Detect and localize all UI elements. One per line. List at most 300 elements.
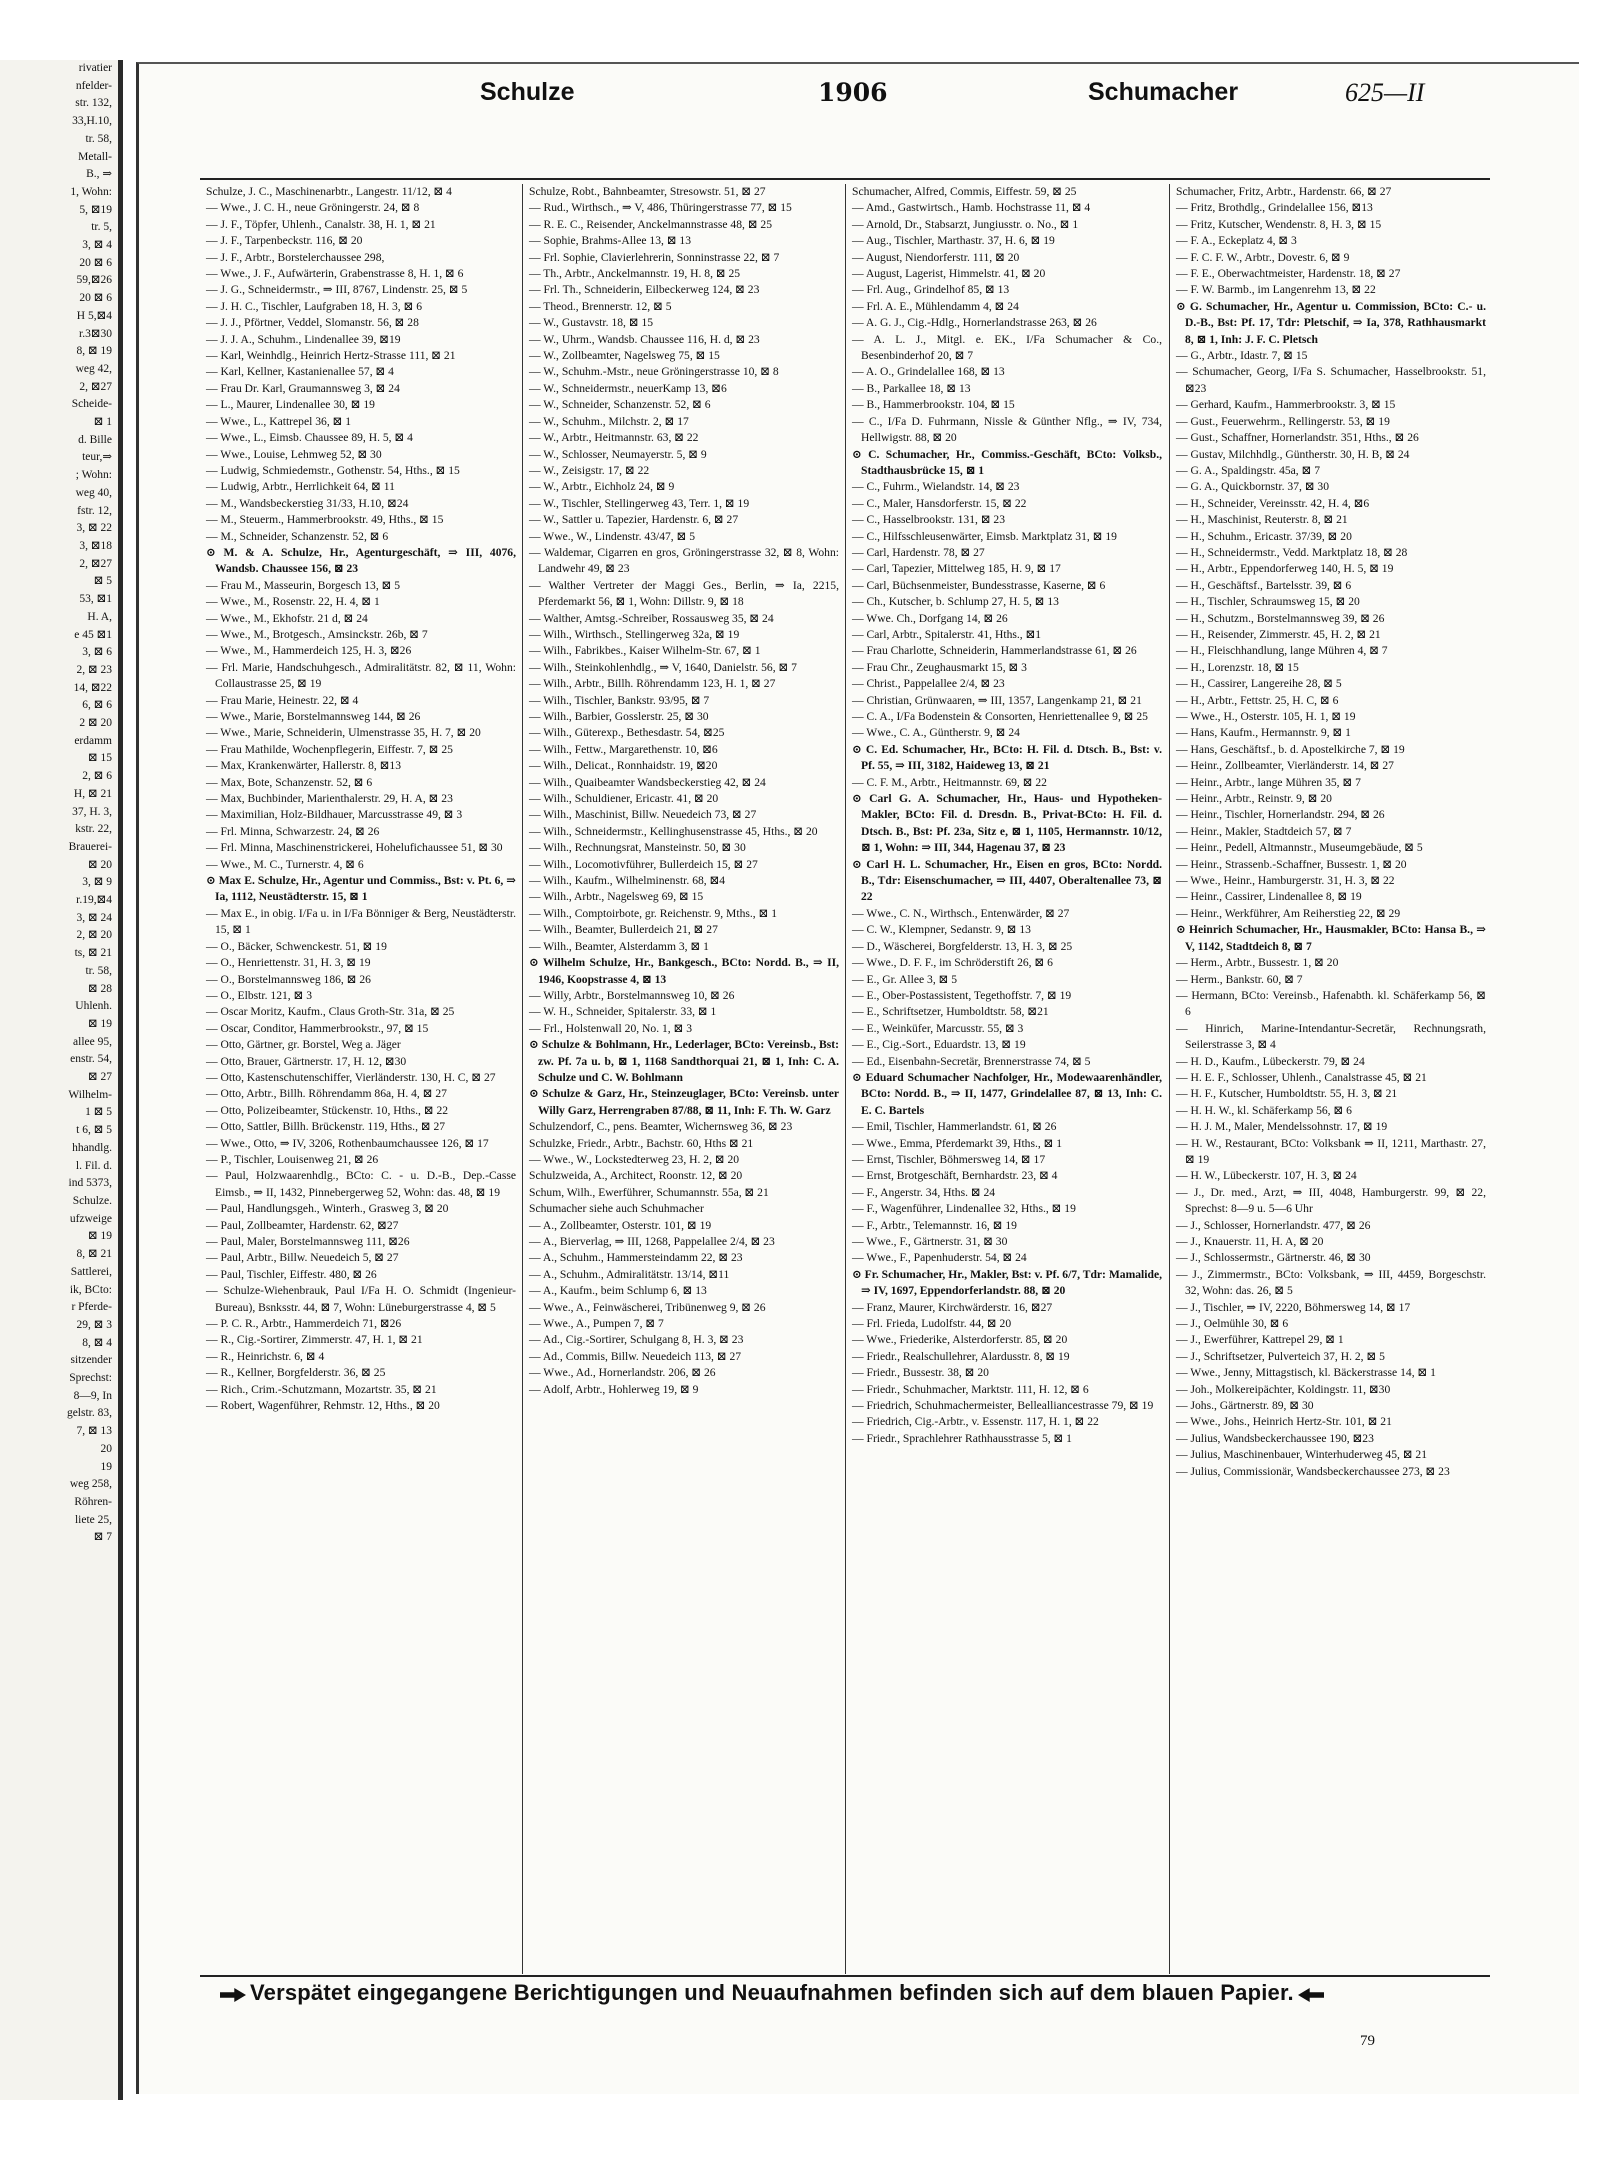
directory-entry: — Wwe., Otto, ⇒ IV, 3206, Rothenbaumchaussee 126, ⊠ 17 bbox=[206, 1136, 489, 1150]
directory-entry: — F., Arbtr., Telemannstr. 16, ⊠ 19 bbox=[852, 1218, 1017, 1232]
directory-entry: — Ludwig, Arbtr., Herrlichkeit 64, ⊠ 11 bbox=[206, 480, 395, 494]
directory-entry: — Christian, Grünwaaren, ⇒ III, 1357, Langenkamp 21, ⊠ 21 bbox=[852, 693, 1142, 707]
edge-text-fragment: ⊠ 27 bbox=[87, 1071, 112, 1084]
directory-entry: — Schumacher, Georg, I/Fa S. Schumacher, Hasselbrookstr. 51, ⊠23 bbox=[1176, 365, 1486, 395]
directory-entry: — Ernst, Brotgeschäft, Bernhardstr. 23, ⊠ 4 bbox=[852, 1169, 1058, 1183]
directory-entry: — W., Arbtr., Heitmannstr. 63, ⊠ 22 bbox=[529, 431, 699, 445]
directory-entry: — Sophie, Brahms-Allee 13, ⊠ 13 bbox=[529, 234, 692, 248]
directory-entry: — J. J., Pförtner, Veddel, Slomanstr. 56, ⊠ 28 bbox=[206, 316, 419, 330]
directory-entry: — W., Zeisigstr. 17, ⊠ 22 bbox=[529, 463, 650, 477]
directory-entry: — L., Maurer, Lindenallee 30, ⊠ 19 bbox=[206, 398, 375, 412]
edge-text-fragment: Scheide- bbox=[71, 398, 112, 411]
directory-entry: — O., Bäcker, Schwenckestr. 51, ⊠ 19 bbox=[206, 939, 387, 953]
directory-entry: — H., Schuhm., Ericastr. 37/39, ⊠ 20 bbox=[1176, 529, 1352, 543]
directory-entry: — H., Schneider, Vereinsstr. 42, H. 4, ⊠6 bbox=[1176, 496, 1370, 510]
directory-entry: — Adolf, Arbtr., Hohlerweg 19, ⊠ 9 bbox=[529, 1382, 699, 1396]
directory-entry: — Frl. Minna, Schwarzestr. 24, ⊠ 26 bbox=[206, 824, 380, 838]
directory-entry: — Wilh., Güterexp., Bethesdastr. 54, ⊠25 bbox=[529, 726, 725, 740]
edge-text-fragment: ⊠ 15 bbox=[87, 752, 112, 765]
directory-entry: — W., Sattler u. Tapezier, Hardenstr. 6, ⊠ 27 bbox=[529, 513, 739, 527]
edge-text-fragment: 2, ⊠ 6 bbox=[82, 770, 112, 783]
directory-entry: — H. J. M., Maler, Mendelssohnstr. 17, ⊠ 19 bbox=[1176, 1120, 1388, 1134]
directory-entry: — Wilh., Beamter, Bullerdeich 21, ⊠ 27 bbox=[529, 923, 718, 937]
directory-columns bbox=[202, 184, 1492, 1974]
directory-entry: — Otto, Brauer, Gärtnerstr. 17, H. 12, ⊠30 bbox=[206, 1054, 407, 1068]
directory-entry: — H., Geschäftsf., Bartelsstr. 39, ⊠ 6 bbox=[1176, 578, 1352, 592]
directory-entry: — August, Niendorferstr. 111, ⊠ 20 bbox=[852, 250, 1020, 264]
directory-entry: — Wilh., Beamter, Alsterdamm 3, ⊠ 1 bbox=[529, 939, 709, 953]
directory-entry: — Wilh., Locomotivführer, Bullerdeich 15, ⊠ 27 bbox=[529, 857, 758, 871]
directory-entry: — Wwe., M., Rosenstr. 22, H. 4, ⊠ 1 bbox=[206, 595, 380, 609]
directory-entry: — Carl, Hardenstr. 78, ⊠ 27 bbox=[852, 545, 985, 559]
edge-text-fragment: 2 ⊠ 20 bbox=[79, 717, 112, 730]
directory-entry: — F. C. F. W., Arbtr., Dovestr. 6, ⊠ 9 bbox=[1176, 250, 1350, 264]
edge-text-fragment: weg 40, bbox=[75, 486, 112, 499]
directory-entry: — J., Oelmühle 30, ⊠ 6 bbox=[1176, 1317, 1289, 1331]
directory-entry: — Paul, Tischler, Eiffestr. 480, ⊠ 26 bbox=[206, 1267, 377, 1281]
directory-entry: — Heinr., Zollbeamter, Vierländerstr. 14, ⊠ 27 bbox=[1176, 759, 1394, 773]
directory-entry: — Frau Mathilde, Wochenpflegerin, Eiffestr. 7, ⊠ 25 bbox=[206, 742, 453, 756]
directory-entry: — Wwe., Jenny, Mittagstisch, kl. Bäckerstrasse 14, ⊠ 1 bbox=[1176, 1366, 1436, 1380]
edge-text-fragment: erdamm bbox=[74, 734, 112, 747]
directory-entry: — W., Schuhm.-Mstr., neue Gröningerstrasse 10, ⊠ 8 bbox=[529, 365, 779, 379]
directory-entry: — B., Parkallee 18, ⊠ 13 bbox=[852, 381, 971, 395]
edge-text-fragment: H, ⊠ 21 bbox=[73, 787, 112, 800]
directory-entry: — P., Tischler, Louisenweg 21, ⊠ 26 bbox=[206, 1152, 379, 1166]
directory-entry: Schumacher siehe auch Schuhmacher bbox=[529, 1202, 704, 1216]
firm-entry: ⊙ Carl G. A. Schumacher, Hr., Haus- und Hypotheken-Makler, BCto: Fil. d. Dresdn. B., Privat-BCto: H. Fil. d. Dtsch. B., Bst: Pf. 23a, Sitz e, ⊠ 1, 1105, Hermannstr. 10/12, ⊠ 1, Wohn: ⇒ III, 344, Hagenau 37, ⊠ 23 bbox=[852, 792, 1162, 855]
directory-entry: — Carl, Arbtr., Spitalerstr. 41, Hths., ⊠1 bbox=[852, 627, 1042, 641]
directory-entry: — Friedrich, Cig.-Arbtr., v. Essenstr. 117, H. 1, ⊠ 22 bbox=[852, 1415, 1099, 1429]
directory-entry: Schulze, J. C., Maschinenarbtr., Langestr. 11/12, ⊠ 4 bbox=[206, 185, 452, 198]
directory-entry: — Heinr., Cassirer, Lindenallee 8, ⊠ 19 bbox=[1176, 890, 1362, 904]
firm-entry: ⊙ Carl H. L. Schumacher, Hr., Eisen en gros, BCto: Nordd. B., Tdr: Eisenschumacher, ⇒ III, 4407, Oberaltenallee 73, ⊠ 22 bbox=[852, 857, 1162, 904]
directory-entry: — Wwe., F., Gärtnerstr. 31, ⊠ 30 bbox=[852, 1235, 1008, 1248]
directory-entry: — F., Wagenführer, Lindenallee 32, Hths., ⊠ 19 bbox=[852, 1202, 1076, 1216]
directory-entry: — H., Maschinist, Reuterstr. 8, ⊠ 21 bbox=[1176, 513, 1348, 527]
directory-entry: — O., Borstelmannsweg 186, ⊠ 26 bbox=[206, 972, 371, 986]
directory-entry: — Wwe., Marie, Schneiderin, Ulmenstrasse 35, H. 7, ⊠ 20 bbox=[206, 726, 481, 740]
directory-entry: — Ad., Cig.-Sortirer, Schulgang 8, H. 3, ⊠ 23 bbox=[529, 1333, 744, 1347]
directory-entry: — Wwe., J. C. H., neue Gröningerstr. 24, ⊠ 8 bbox=[206, 201, 420, 215]
edge-text-fragment: 3, ⊠18 bbox=[79, 539, 112, 552]
directory-entry: — Friedr., Realschullehrer, Alardusstr. 8, ⊠ 19 bbox=[852, 1349, 1070, 1363]
header-first-name: Schulze bbox=[480, 78, 575, 106]
directory-entry: — Gerhard, Kaufm., Hammerbrookstr. 3, ⊠ 15 bbox=[1176, 398, 1396, 412]
directory-entry: — Friedr., Sprachlehrer Rathhausstrasse 5, ⊠ 1 bbox=[852, 1431, 1072, 1445]
running-header bbox=[200, 78, 1440, 118]
edge-text-fragment: 1, Wohn: bbox=[70, 185, 112, 198]
directory-entry: — Walther, Amtsg.-Schreiber, Rossausweg 35, ⊠ 24 bbox=[529, 611, 774, 625]
directory-entry: — W., Uhrm., Wandsb. Chaussee 116, H. d, ⊠ 23 bbox=[529, 332, 760, 346]
directory-entry: — Wwe., Ad., Hornerlandstr. 206, ⊠ 26 bbox=[529, 1366, 716, 1380]
directory-entry: — C., Maler, Hansdorferstr. 15, ⊠ 22 bbox=[852, 496, 1027, 510]
directory-entry: — Carl, Tapezier, Mittelweg 185, H. 9, ⊠ 17 bbox=[852, 562, 1061, 576]
firm-entry: ⊙ Heinrich Schumacher, Hr., Hausmakler, BCto: Hansa B., ⇒ V, 1142, Stadtdeich 8, ⊠ 7 bbox=[1176, 923, 1486, 953]
directory-entry: — Joh., Molkereipächter, Koldingstr. 11, ⊠30 bbox=[1176, 1382, 1391, 1396]
edge-text-fragment: Wilhelm- bbox=[68, 1088, 112, 1101]
edge-text-fragment: fstr. 12, bbox=[77, 504, 112, 517]
directory-entry: — Wilh., Schuldiener, Ericastr. 41, ⊠ 20 bbox=[529, 792, 719, 806]
directory-entry: — C., I/Fa D. Fuhrmann, Nissle & Günther Nflg., ⇒ IV, 734, Hellwigstr. 88, ⊠ 20 bbox=[852, 414, 1162, 445]
directory-entry: — Herm., Arbtr., Bussestr. 1, ⊠ 20 bbox=[1176, 956, 1339, 970]
directory-entry: — Gust., Schaffner, Hornerlandstr. 351, Hths., ⊠ 26 bbox=[1176, 431, 1419, 445]
directory-entry: — Christ., Pappelallee 2/4, ⊠ 23 bbox=[852, 677, 1005, 691]
edge-text-fragment: 3, ⊠ 4 bbox=[82, 239, 112, 252]
edge-text-fragment: tr. 58, bbox=[85, 964, 112, 977]
firm-entry: ⊙ Schulze & Bohlmann, Hr., Lederlager, BCto: Vereinsb., Bst: zw. Pf. 7a u. b, ⊠ 1, 1168 Sandthorquai 21, ⊠ 1, Inh: C. A. Schulze und C. W. Bohlmann bbox=[529, 1038, 839, 1084]
edge-text-fragment: 2, ⊠ 23 bbox=[76, 663, 112, 676]
directory-entry: — Max, Krankenwärter, Hallerstr. 8, ⊠13 bbox=[206, 759, 402, 773]
directory-entry: — Frl. Frieda, Ludolfstr. 44, ⊠ 20 bbox=[852, 1317, 1012, 1331]
directory-entry: — Wilh., Steinkohlenhdlg., ⇒ V, 1640, Danielstr. 56, ⊠ 7 bbox=[529, 660, 797, 674]
directory-entry: — Frau M., Masseurin, Borgesch 13, ⊠ 5 bbox=[206, 578, 401, 592]
directory-entry: — Walther Vertreter der Maggi Ges., Berlin, ⇒ Ia, 2215, Pferdemarkt 56, ⊠ 1, Wohn: Dillstr. 9, ⊠ 18 bbox=[529, 578, 839, 609]
edge-text-fragment: allee 95, bbox=[73, 1035, 112, 1048]
directory-entry: — Johs., Gärtnerstr. 89, ⊠ 30 bbox=[1176, 1399, 1314, 1413]
directory-entry: — Wilh., Quaibeamter Wandsbeckerstieg 42, ⊠ 24 bbox=[529, 775, 766, 789]
directory-entry: — J. F., Töpfer, Uhlenh., Canalstr. 38, H. 1, ⊠ 21 bbox=[206, 217, 436, 231]
directory-entry: — Max, Buchbinder, Marienthalerstr. 29, H. A, ⊠ 23 bbox=[206, 792, 453, 806]
firm-entry: ⊙ Wilhelm Schulze, Hr., Bankgesch., BCto: Nordd. B., ⇒ II, 1946, Koopstrasse 4, ⊠ 13 bbox=[529, 956, 839, 986]
edge-text-fragment: 20 ⊠ 6 bbox=[79, 292, 112, 305]
directory-entry: — Fritz, Brothdlg., Grindelallee 156, ⊠13 bbox=[1176, 201, 1373, 215]
directory-entry: — A., Zollbeamter, Osterstr. 101, ⊠ 19 bbox=[529, 1218, 712, 1232]
directory-entry: — Willy, Arbtr., Borstelmannsweg 10, ⊠ 26 bbox=[529, 988, 735, 1002]
edge-text-fragment: ufzweige bbox=[69, 1212, 112, 1225]
column-divider bbox=[845, 184, 846, 1974]
edge-text-fragment: 5, ⊠19 bbox=[79, 203, 112, 216]
directory-entry: — W. H., Schneider, Spitalerstr. 33, ⊠ 1 bbox=[529, 1005, 717, 1019]
directory-entry: — Aug., Tischler, Marthastr. 37, H. 6, ⊠ 19 bbox=[852, 234, 1055, 248]
directory-entry: — Paul, Arbtr., Billw. Neuedeich 5, ⊠ 27 bbox=[206, 1251, 399, 1265]
edge-text-fragment: 20 ⊠ 6 bbox=[79, 256, 112, 269]
directory-entry: — C. W., Klempner, Sedanstr. 9, ⊠ 13 bbox=[852, 923, 1031, 937]
edge-text-fragment: l. Fil. d. bbox=[75, 1159, 112, 1172]
directory-entry: — Frl. Minna, Maschinenstrickerei, Hohelufichaussee 51, ⊠ 30 bbox=[206, 841, 503, 855]
directory-entry: — Wilh., Kaufm., Wilhelminenstr. 68, ⊠4 bbox=[529, 874, 726, 888]
directory-entry: — Wilh., Arbtr., Nagelsweg 69, ⊠ 15 bbox=[529, 890, 704, 904]
edge-text-fragment: 59,⊠26 bbox=[76, 274, 112, 287]
column-4 bbox=[1172, 184, 1490, 1974]
directory-entry: — Wwe., C. A., Güntherstr. 9, ⊠ 24 bbox=[852, 726, 1020, 740]
directory-entry: — H., Schutzm., Borstelmannsweg 39, ⊠ 26 bbox=[1176, 611, 1385, 625]
firm-entry: ⊙ Eduard Schumacher Nachfolger, Hr., Modewaarenhändler, BCto: Nordd. B., ⇒ II, 1477, Grindelallee 87, ⊠ 13, Inh: C. E. C. Bartels bbox=[852, 1070, 1162, 1117]
directory-entry: — Wwe., Friederike, Alsterdorferstr. 85, ⊠ 20 bbox=[852, 1333, 1068, 1347]
directory-entry: — Wwe., W., Lindenstr. 43/47, ⊠ 5 bbox=[529, 529, 696, 543]
edge-text-fragment: 8—9, In bbox=[73, 1389, 112, 1402]
directory-entry: Schumacher, Fritz, Arbtr., Hardenstr. 66, ⊠ 27 bbox=[1176, 185, 1392, 198]
edge-text-fragment: weg 258, bbox=[69, 1478, 112, 1491]
directory-entry: — Herm., Bankstr. 60, ⊠ 7 bbox=[1176, 972, 1303, 986]
edge-text-fragment: t 6, ⊠ 5 bbox=[76, 1124, 112, 1137]
edge-text-fragment: 20 bbox=[100, 1442, 112, 1455]
directory-entry: — August, Lagerist, Himmelstr. 41, ⊠ 20 bbox=[852, 267, 1046, 281]
directory-entry: — R., Kellner, Borgfelderstr. 36, ⊠ 25 bbox=[206, 1366, 386, 1380]
directory-entry: — Wwe., Louise, Lehmweg 52, ⊠ 30 bbox=[206, 447, 382, 461]
page-number: 79 bbox=[1360, 2033, 1375, 2049]
directory-entry: — Gust., Feuerwehrm., Rellingerstr. 53, ⊠ 19 bbox=[1176, 414, 1390, 428]
directory-entry: — E., Ober-Postassistent, Tegethoffstr. 7, ⊠ 19 bbox=[852, 988, 1072, 1002]
edge-text-fragment: 8, ⊠ 21 bbox=[76, 1248, 112, 1261]
directory-entry: — Wwe., A., Pumpen 7, ⊠ 7 bbox=[529, 1317, 664, 1331]
directory-entry: — Carl, Büchsenmeister, Bundesstrasse, Kaserne, ⊠ 6 bbox=[852, 578, 1106, 592]
directory-entry: — Paul, Handlungsgeh., Winterh., Grasweg 3, ⊠ 20 bbox=[206, 1202, 449, 1216]
column-3 bbox=[848, 184, 1166, 1974]
directory-entry: Schulzweida, A., Architect, Roonstr. 12, ⊠ 20 bbox=[529, 1169, 743, 1183]
directory-entry: — Max, Bote, Schanzenstr. 52, ⊠ 6 bbox=[206, 775, 373, 789]
edge-text-fragment: teur,⇒ bbox=[82, 451, 112, 464]
directory-entry: — C. A., I/Fa Bodenstein & Consorten, Henriettenallee 9, ⊠ 25 bbox=[852, 710, 1148, 723]
directory-entry: — Heinr., Arbtr., Reinstr. 9, ⊠ 20 bbox=[1176, 792, 1332, 806]
edge-text-fragment: liete 25, bbox=[74, 1513, 112, 1526]
edge-text-fragment: ⊠ 19 bbox=[87, 1230, 112, 1243]
edge-text-fragment: 6, ⊠ 6 bbox=[82, 699, 112, 712]
directory-entry: — Frl. Sophie, Clavierlehrerin, Sonninstrasse 22, ⊠ 7 bbox=[529, 250, 780, 264]
directory-entry: — Fritz, Kutscher, Wendenstr. 8, H. 3, ⊠ 15 bbox=[1176, 217, 1382, 231]
firm-entry: ⊙ Fr. Schumacher, Hr., Makler, Bst: v. Pf. 6/7, Tdr: Mamalide, ⇒ IV, 1697, Eppendorferlandstr. 88, ⊠ 20 bbox=[852, 1267, 1162, 1298]
directory-entry: — Wwe., F., Papenhuderstr. 54, ⊠ 24 bbox=[852, 1251, 1027, 1265]
directory-entry: — Wwe., W., Lockstedterweg 23, H. 2, ⊠ 20 bbox=[529, 1152, 740, 1166]
directory-entry: — Heinr., Strassenb.-Schaffner, Bussestr. 1, ⊠ 20 bbox=[1176, 857, 1407, 871]
directory-entry: — H. F., Kutscher, Humboldtstr. 55, H. 3, ⊠ 21 bbox=[1176, 1087, 1398, 1101]
directory-entry: — M., Wandsbeckerstieg 31/33, H.10, ⊠24 bbox=[206, 496, 409, 510]
directory-entry: — J. H. C., Tischler, Laufgraben 18, H. 3, ⊠ 6 bbox=[206, 299, 422, 313]
header-rule bbox=[200, 178, 1490, 180]
directory-entry: — Heinr., Pedell, Altmannstr., Museumgebäude, ⊠ 5 bbox=[1176, 841, 1423, 855]
edge-text-fragment: 37, H. 3, bbox=[72, 805, 112, 818]
edge-text-fragment: sitzender bbox=[70, 1354, 112, 1367]
firm-entry: ⊙ M. & A. Schulze, Hr., Agenturgeschäft, ⇒ III, 4076, Wandsb. Chaussee 156, ⊠ 23 bbox=[206, 545, 516, 576]
directory-entry: — H., Lorenzstr. 18, ⊠ 15 bbox=[1176, 660, 1299, 674]
directory-entry: — J., Schlosser, Hornerlandstr. 477, ⊠ 26 bbox=[1176, 1218, 1371, 1232]
directory-entry: — A., Schuhm., Admiralitätstr. 13/14, ⊠11 bbox=[529, 1267, 730, 1281]
directory-entry: — C., Fuhrm., Wielandstr. 14, ⊠ 23 bbox=[852, 480, 1020, 494]
directory-entry: — Paul, Holzwaarenhdlg., BCto: C. - u. D.-B., Dep.-Casse Eimsb., ⇒ II, 1432, Pinnebergerweg 52, Wohn: das. 48, ⊠ 19 bbox=[206, 1169, 516, 1199]
edge-text-fragment: ⊠ 7 bbox=[93, 1531, 112, 1544]
edge-text-fragment: Brauerei- bbox=[68, 840, 112, 853]
directory-entry: — Friedr., Schuhmacher, Marktstr. 111, H. 12, ⊠ 6 bbox=[852, 1382, 1089, 1396]
edge-text-fragment: H 5,⊠4 bbox=[76, 309, 112, 322]
edge-text-fragment: 2, ⊠27 bbox=[79, 380, 112, 393]
directory-entry: — Rud., Wirthsch., ⇒ V, 486, Thüringerstrasse 77, ⊠ 15 bbox=[529, 201, 792, 215]
edge-text-fragment: ind 5373, bbox=[68, 1177, 112, 1190]
directory-entry: — Otto, Sattler, Billh. Brückenstr. 119, Hths., ⊠ 27 bbox=[206, 1120, 446, 1134]
edge-text-fragment: str. 132, bbox=[75, 97, 112, 110]
edge-text-fragment: 1 ⊠ 5 bbox=[85, 1106, 112, 1119]
directory-entry: — Waldemar, Cigarren en gros, Gröningerstrasse 32, ⊠ 8, Wohn: Landwehr 49, ⊠ 23 bbox=[529, 545, 839, 576]
edge-text-fragment: Uhlenh. bbox=[75, 1000, 112, 1013]
directory-entry: — Frau Charlotte, Schneiderin, Hammerlandstrasse 61, ⊠ 26 bbox=[852, 644, 1137, 658]
directory-entry: Schum, Wilh., Ewerführer, Schumannstr. 55a, ⊠ 21 bbox=[529, 1185, 769, 1199]
footer-text: Verspätet eingegangene Berichtigungen und Neuaufnahmen befinden sich auf dem blauen Papier. bbox=[250, 1980, 1294, 2005]
directory-entry: — Wilh., Rechnungsrat, Mansteinstr. 50, ⊠ 30 bbox=[529, 841, 746, 855]
directory-entry: — Karl, Kellner, Kastanienallee 57, ⊠ 4 bbox=[206, 365, 394, 379]
firm-entry: ⊙ Max E. Schulze, Hr., Agentur und Commiss., Bst: v. Pt. 6, ⇒ Ia, 1112, Neustädterstr. 15, ⊠ 1 bbox=[206, 874, 516, 904]
column-divider bbox=[1169, 184, 1170, 1974]
edge-text-fragment: ik, BCto: bbox=[69, 1283, 112, 1296]
directory-entry: — Friedrich, Schuhmachermeister, Bellealliancestrasse 79, ⊠ 19 bbox=[852, 1399, 1154, 1413]
directory-entry: — H., Tischler, Schraumsweg 15, ⊠ 20 bbox=[1176, 595, 1360, 609]
directory-entry: — H. W., Lübeckerstr. 107, H. 3, ⊠ 24 bbox=[1176, 1169, 1357, 1183]
directory-entry: — Heinr., Werkführer, Am Reiherstieg 22, ⊠ 29 bbox=[1176, 906, 1401, 920]
directory-entry: — Hans, Geschäftsf., b. d. Apostelkirche 7, ⊠ 19 bbox=[1176, 742, 1405, 756]
directory-entry: — Wilh., Arbtr., Billh. Röhrendamm 123, H. 1, ⊠ 27 bbox=[529, 677, 776, 691]
directory-entry: — Max E., in obig. I/Fa u. in I/Fa Bönniger & Berg, Neustädterstr. 15, ⊠ 1 bbox=[206, 906, 516, 937]
edge-text-fragment: Metall- bbox=[78, 150, 112, 163]
edge-text-fragment: enstr. 54, bbox=[70, 1053, 112, 1066]
directory-entry: — H., Arbtr., Fettstr. 25, H. C, ⊠ 6 bbox=[1176, 693, 1339, 707]
directory-entry: — Wilh., Schneidermstr., Kellinghusenstrasse 45, Hths., ⊠ 20 bbox=[529, 824, 818, 838]
directory-entry: — E., Cig.-Sort., Eduardstr. 13, ⊠ 19 bbox=[852, 1038, 1026, 1052]
edge-text-fragment: ⊠ 5 bbox=[93, 575, 112, 588]
directory-entry: — Wwe., D. F. F., im Schröderstift 26, ⊠ 6 bbox=[852, 956, 1053, 970]
directory-entry: — Wwe., M. C., Turnerstr. 4, ⊠ 6 bbox=[206, 857, 364, 871]
edge-text-fragment: d. Bille bbox=[78, 433, 112, 446]
edge-text-fragment: r.19,⊠4 bbox=[76, 894, 112, 907]
directory-entry: — Otto, Gärtner, gr. Borstel, Weg a. Jäger bbox=[206, 1038, 401, 1052]
directory-entry: — Theod., Brennerstr. 12, ⊠ 5 bbox=[529, 299, 672, 313]
edge-text-fragment: 33,H.10, bbox=[72, 115, 112, 128]
directory-entry: — Frl., Holstenwall 20, No. 1, ⊠ 3 bbox=[529, 1021, 693, 1035]
directory-entry: — B., Hammerbrookstr. 104, ⊠ 15 bbox=[852, 398, 1015, 412]
directory-entry: Schulzke, Friedr., Arbtr., Bachstr. 60, Hths ⊠ 21 bbox=[529, 1136, 754, 1150]
edge-text-fragment: nfelder- bbox=[75, 79, 112, 92]
edge-text-fragment: kstr. 22, bbox=[75, 823, 112, 836]
directory-entry: — F. A., Eckeplatz 4, ⊠ 3 bbox=[1176, 234, 1297, 248]
directory-entry: — Wwe. Ch., Dorfgang 14, ⊠ 26 bbox=[852, 611, 1008, 625]
directory-entry: — H., Cassirer, Langereihe 28, ⊠ 5 bbox=[1176, 677, 1342, 691]
directory-entry: — Wilh., Comptoirbote, gr. Reichenstr. 9, Mths., ⊠ 1 bbox=[529, 906, 777, 920]
edge-text-fragment: ts, ⊠ 21 bbox=[74, 947, 112, 960]
edge-text-fragment: ⊠ 20 bbox=[87, 858, 112, 871]
directory-entry: — Oscar, Conditor, Hammerbrookstr., 97, ⊠ 15 bbox=[206, 1021, 429, 1035]
directory-entry: — Wilh., Fabrikbes., Kaiser Wilhelm-Str. 67, ⊠ 1 bbox=[529, 644, 761, 658]
directory-entry: — Wwe., C. N., Wirthsch., Entenwärder, ⊠ 27 bbox=[852, 906, 1070, 920]
directory-entry: — Friedr., Bussestr. 38, ⊠ 20 bbox=[852, 1366, 989, 1380]
directory-entry: — Arnold, Dr., Stabsarzt, Jungiusstr. o. No., ⊠ 1 bbox=[852, 217, 1079, 231]
directory-entry: — D., Wäscherei, Borgfelderstr. 13, H. 3, ⊠ 25 bbox=[852, 939, 1073, 953]
directory-entry: — Ed., Eisenbahn-Secretär, Brennerstrasse 74, ⊠ 5 bbox=[852, 1054, 1091, 1068]
directory-entry: — W., Zollbeamter, Nagelsweg 75, ⊠ 15 bbox=[529, 349, 720, 363]
directory-entry: — Ch., Kutscher, b. Schlump 27, H. 5, ⊠ 13 bbox=[852, 595, 1059, 609]
edge-text-fragment: 7, ⊠ 13 bbox=[76, 1425, 112, 1438]
edge-text-fragment: Röhren- bbox=[74, 1495, 112, 1508]
directory-entry: — Ernst, Tischler, Böhmersweg 14, ⊠ 17 bbox=[852, 1152, 1046, 1166]
directory-entry: — Frau Marie, Heinestr. 22, ⊠ 4 bbox=[206, 693, 359, 707]
directory-entry: — R. E. C., Reisender, Anckelmannstrasse 48, ⊠ 25 bbox=[529, 217, 773, 231]
edge-text-fragment: r.3⊠30 bbox=[79, 327, 112, 340]
directory-entry: — Frl. Marie, Handschuhgesch., Admiralitätstr. 82, ⊠ 11, Wohn: Collaustrasse 25, ⊠ 19 bbox=[206, 660, 516, 691]
directory-entry: — H., Fleischhandlung, lange Mühren 4, ⊠ 7 bbox=[1176, 644, 1388, 658]
directory-entry: — Wilh., Maschinist, Billw. Neuedeich 73, ⊠ 27 bbox=[529, 808, 757, 822]
edge-text-fragment: 2, ⊠27 bbox=[79, 557, 112, 570]
directory-entry: — J., Schriftsetzer, Pulverteich 37, H. 2, ⊠ 5 bbox=[1176, 1349, 1385, 1363]
directory-entry: — C., Hasselbrookstr. 131, ⊠ 23 bbox=[852, 513, 1006, 527]
directory-entry: — F. W. Barmb., im Langenrehm 13, ⊠ 22 bbox=[1176, 283, 1376, 297]
directory-entry: — Heinr., Tischler, Hornerlandstr. 294, ⊠ 26 bbox=[1176, 808, 1385, 822]
directory-entry: — Wilh., Tischler, Bankstr. 93/95, ⊠ 7 bbox=[529, 693, 710, 707]
edge-text-fragment: 3, ⊠ 22 bbox=[76, 522, 112, 535]
edge-text-fragment: 19 bbox=[100, 1460, 112, 1473]
directory-entry: — E., Weinküfer, Marcusstr. 55, ⊠ 3 bbox=[852, 1021, 1024, 1035]
directory-entry: — A. G. J., Cig.-Hdlg., Hornerlandstrasse 263, ⊠ 26 bbox=[852, 316, 1097, 330]
edge-text-fragment: rivatier bbox=[78, 62, 112, 74]
directory-entry: — W., Schlosser, Neumayerstr. 5, ⊠ 9 bbox=[529, 447, 707, 461]
edge-text-fragment: ⊠ 28 bbox=[87, 982, 112, 995]
directory-entry: — Otto, Kastenschutenschiffer, Vierländerstr. 130, H. C, ⊠ 27 bbox=[206, 1070, 496, 1084]
edge-text-fragment: Schulze. bbox=[72, 1195, 112, 1207]
footer-note bbox=[220, 1980, 1490, 2020]
directory-entry: — Julius, Commissionär, Wandsbeckerchaussee 273, ⊠ 23 bbox=[1176, 1464, 1450, 1478]
directory-entry: — F., Angerstr. 34, Hths. ⊠ 24 bbox=[852, 1185, 996, 1199]
edge-text-fragment: hhandlg. bbox=[72, 1141, 112, 1154]
directory-entry: — W., Tischler, Stellingerweg 43, Terr. 1, ⊠ 19 bbox=[529, 496, 750, 510]
directory-entry: — Wwe., Emma, Pferdemarkt 39, Hths., ⊠ 1 bbox=[852, 1136, 1063, 1150]
directory-entry: — J., Zimmermstr., BCto: Volksbank, ⇒ III, 4459, Borgeschstr. 32, Wohn: das. 26, ⊠ 5 bbox=[1176, 1267, 1486, 1298]
directory-entry: — Wilh., Delicat., Ronnhaidstr. 19, ⊠20 bbox=[529, 759, 718, 773]
directory-entry: — Paul, Maler, Borstelmannsweg 111, ⊠26 bbox=[206, 1235, 410, 1248]
directory-entry: — A., Bierverlag, ⇒ III, 1268, Pappelallee 2/4, ⊠ 23 bbox=[529, 1235, 775, 1248]
directory-entry: — H., Arbtr., Eppendorferweg 140, H. 5, ⊠ 19 bbox=[1176, 562, 1394, 576]
edge-text-fragment: 14, ⊠22 bbox=[73, 681, 112, 694]
directory-entry: — W., Schuhm., Milchstr. 2, ⊠ 17 bbox=[529, 414, 689, 428]
directory-entry: Schumacher, Alfred, Commis, Eiffestr. 59, ⊠ 25 bbox=[852, 185, 1077, 198]
directory-entry: — J., Schlossermstr., Gärtnerstr. 46, ⊠ 30 bbox=[1176, 1251, 1371, 1265]
column-divider bbox=[522, 184, 523, 1974]
directory-entry: — Th., Arbtr., Anckelmannstr. 19, H. 8, ⊠ 25 bbox=[529, 267, 741, 281]
directory-entry: — Maximilian, Holz-Bildhauer, Marcusstrasse 49, ⊠ 3 bbox=[206, 808, 463, 822]
edge-text-fragment: ⊠ 1 bbox=[93, 416, 112, 429]
directory-entry: — G. A., Spaldingstr. 45a, ⊠ 7 bbox=[1176, 463, 1321, 477]
edge-text-fragment: tr. 58, bbox=[85, 132, 112, 145]
directory-entry: — Hans, Kaufm., Hermannstr. 9, ⊠ 1 bbox=[1176, 726, 1351, 740]
footer-rule bbox=[200, 1975, 1490, 1977]
directory-entry: — Wwe., Johs., Heinrich Hertz-Str. 101, ⊠ 21 bbox=[1176, 1415, 1392, 1429]
edge-text-fragment: ; Wohn: bbox=[75, 469, 112, 482]
edge-text-fragment: tr. 5, bbox=[91, 221, 112, 234]
directory-entry: — Wwe., M., Brotgesch., Amsinckstr. 26b, ⊠ 7 bbox=[206, 627, 428, 641]
edge-text-fragment: weg 42, bbox=[75, 362, 112, 375]
directory-entry: — R., Heinrichstr. 6, ⊠ 4 bbox=[206, 1349, 325, 1363]
directory-entry: — W., Schneider, Schanzenstr. 52, ⊠ 6 bbox=[529, 398, 711, 412]
directory-entry: — Julius, Wandsbeckerchaussee 190, ⊠23 bbox=[1176, 1431, 1374, 1445]
column-2 bbox=[525, 184, 843, 1974]
edge-text-fragment: H. A, bbox=[87, 610, 112, 623]
directory-entry: — W., Schneidermstr., neuerKamp 13, ⊠6 bbox=[529, 381, 727, 395]
directory-entry: — G. A., Quickbornstr. 37, ⊠ 30 bbox=[1176, 480, 1330, 494]
edge-text-fragment: 3, ⊠ 6 bbox=[82, 646, 112, 659]
edge-text-fragment: 29, ⊠ 3 bbox=[76, 1318, 112, 1331]
directory-entry: — Frau Dr. Karl, Graumannsweg 3, ⊠ 24 bbox=[206, 381, 400, 395]
header-year: 1906 bbox=[818, 78, 888, 107]
directory-entry: — J., Knauerstr. 11, H. A, ⊠ 20 bbox=[1176, 1235, 1324, 1248]
edge-text-fragment: ⊠ 19 bbox=[87, 1017, 112, 1030]
directory-entry: — Wwe., H., Osterstr. 105, H. 1, ⊠ 19 bbox=[1176, 710, 1356, 723]
directory-entry: — H. D., Kaufm., Lübeckerstr. 79, ⊠ 24 bbox=[1176, 1054, 1365, 1068]
directory-entry: — Wilh., Barbier, Gosslerstr. 25, ⊠ 30 bbox=[529, 710, 709, 723]
directory-entry: — J. G., Schneidermstr., ⇒ III, 8767, Lindenstr. 25, ⊠ 5 bbox=[206, 283, 468, 297]
directory-entry: — Karl, Weinhdlg., Heinrich Hertz-Strasse 111, ⊠ 21 bbox=[206, 349, 456, 363]
edge-text-fragment: 3, ⊠ 24 bbox=[76, 911, 112, 924]
directory-entry: — J. F., Tarpenbeckstr. 116, ⊠ 20 bbox=[206, 234, 363, 248]
pointing-hand-icon bbox=[220, 1988, 246, 2002]
directory-entry: — H. E. F., Schlosser, Uhlenh., Canalstrasse 45, ⊠ 21 bbox=[1176, 1070, 1427, 1084]
directory-entry: — W., Gustavstr. 18, ⊠ 15 bbox=[529, 316, 654, 330]
directory-entry: — Rich., Crim.-Schutzmann, Mozartstr. 35, ⊠ 21 bbox=[206, 1382, 437, 1396]
directory-entry: — Wilh., Wirthsch., Stellingerweg 32a, ⊠ 19 bbox=[529, 627, 740, 641]
previous-page-edge bbox=[0, 60, 123, 2100]
